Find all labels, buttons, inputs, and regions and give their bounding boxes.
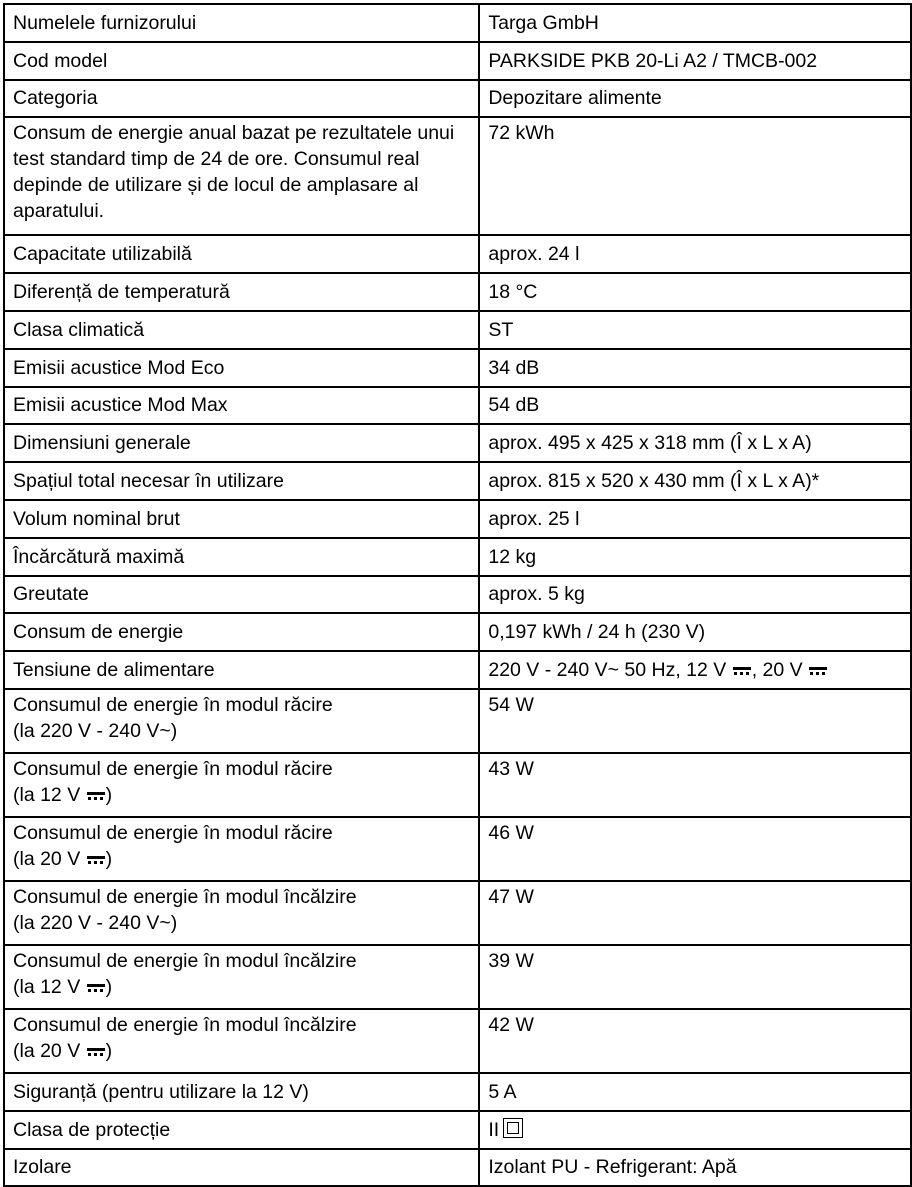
voltage-ac-text: 220 V - 240 V~ 50 Hz, 12 V bbox=[488, 659, 727, 682]
spec-value: 72 kWh bbox=[479, 117, 911, 235]
dc-symbol-icon bbox=[733, 666, 751, 676]
spec-value: 54 W bbox=[479, 689, 911, 753]
spec-label: Numelele furnizorului bbox=[4, 4, 479, 42]
spec-label: Emisii acustice Mod Max bbox=[4, 387, 479, 425]
spec-label: Clasa de protecție bbox=[4, 1111, 479, 1149]
spec-value: 54 dB bbox=[479, 387, 911, 425]
dc-symbol-icon bbox=[87, 1047, 105, 1057]
spec-label-paren: ) bbox=[105, 1039, 113, 1062]
spec-value: Izolant PU - Refrigerant: Apă bbox=[479, 1149, 911, 1187]
table-row bbox=[4, 387, 911, 425]
table-row bbox=[4, 4, 911, 42]
spec-label: Emisii acustice Mod Eco bbox=[4, 349, 479, 387]
spec-label: Tensiune de alimentare bbox=[4, 651, 479, 689]
protection-class-text: II bbox=[488, 1118, 500, 1141]
spec-label-line1: Consumul de energie în modul încălzire bbox=[13, 949, 357, 972]
spec-label-paren: ) bbox=[105, 975, 113, 998]
table-row bbox=[4, 1149, 911, 1187]
spec-label-line1: Consumul de energie în modul răcire bbox=[13, 821, 333, 844]
spec-label bbox=[4, 689, 479, 753]
table-row bbox=[4, 424, 911, 462]
spec-label-line2: (la 20 V bbox=[13, 847, 81, 870]
spec-value bbox=[479, 1111, 911, 1149]
spec-value: 5 A bbox=[479, 1073, 911, 1111]
spec-label-line2: (la 12 V bbox=[13, 783, 81, 806]
table-row bbox=[4, 273, 911, 311]
table-row bbox=[4, 42, 911, 80]
table-row bbox=[4, 349, 911, 387]
table-row bbox=[4, 576, 911, 614]
spec-label: Spațiul total necesar în utilizare bbox=[4, 462, 479, 500]
spec-label bbox=[4, 945, 479, 1009]
spec-label: Siguranță (pentru utilizare la 12 V) bbox=[4, 1073, 479, 1111]
spec-value: aprox. 815 x 520 x 430 mm (Î x L x A)* bbox=[479, 462, 911, 500]
table-row bbox=[4, 311, 911, 349]
spec-label: Încărcătură maximă bbox=[4, 538, 479, 576]
voltage-dc-text: , 20 V bbox=[751, 659, 803, 682]
table-row bbox=[4, 945, 911, 1009]
dc-symbol-icon bbox=[809, 666, 827, 676]
spec-label bbox=[4, 753, 479, 817]
table-row bbox=[4, 1111, 911, 1149]
table-row bbox=[4, 753, 911, 817]
spec-value: 18 °C bbox=[479, 273, 911, 311]
spec-label: Diferență de temperatură bbox=[4, 273, 479, 311]
spec-value bbox=[479, 651, 911, 689]
spec-value: ST bbox=[479, 311, 911, 349]
table-row bbox=[4, 689, 911, 753]
spec-value: PARKSIDE PKB 20-Li A2 / TMCB-002 bbox=[479, 42, 911, 80]
dc-symbol-icon bbox=[87, 855, 105, 865]
spec-label-line2: (la 220 V - 240 V~) bbox=[13, 719, 178, 742]
spec-label-paren: ) bbox=[105, 847, 113, 870]
spec-value: 42 W bbox=[479, 1009, 911, 1073]
spec-value: aprox. 24 l bbox=[479, 235, 911, 273]
spec-value: aprox. 5 kg bbox=[479, 576, 911, 614]
spec-value: 46 W bbox=[479, 817, 911, 881]
table-row bbox=[4, 881, 911, 945]
spec-label-line1: Consumul de energie în modul răcire bbox=[13, 693, 333, 716]
spec-label: Izolare bbox=[4, 1149, 479, 1187]
spec-label bbox=[4, 1009, 479, 1073]
table-row bbox=[4, 651, 911, 689]
spec-label-paren: ) bbox=[105, 783, 113, 806]
table-row bbox=[4, 817, 911, 881]
spec-value: 47 W bbox=[479, 881, 911, 945]
table-row bbox=[4, 500, 911, 538]
specifications-table bbox=[3, 3, 912, 1187]
spec-value: 43 W bbox=[479, 753, 911, 817]
spec-label-line2: (la 20 V bbox=[13, 1039, 81, 1062]
spec-label: Volum nominal brut bbox=[4, 500, 479, 538]
spec-label-line1: Consumul de energie în modul încălzire bbox=[13, 885, 357, 908]
double-insulation-icon bbox=[503, 1118, 523, 1138]
spec-value: 34 dB bbox=[479, 349, 911, 387]
spec-label: Clasa climatică bbox=[4, 311, 479, 349]
spec-value: Depozitare alimente bbox=[479, 80, 911, 118]
spec-value: aprox. 25 l bbox=[479, 500, 911, 538]
spec-value: Targa GmbH bbox=[479, 4, 911, 42]
spec-label bbox=[4, 817, 479, 881]
spec-label bbox=[4, 881, 479, 945]
table-row bbox=[4, 80, 911, 118]
spec-label-line2: (la 220 V - 240 V~) bbox=[13, 911, 178, 934]
table-row bbox=[4, 613, 911, 651]
spec-value: 39 W bbox=[479, 945, 911, 1009]
table-row bbox=[4, 1073, 911, 1111]
spec-value: 12 kg bbox=[479, 538, 911, 576]
table-row bbox=[4, 1009, 911, 1073]
spec-value: aprox. 495 x 425 x 318 mm (Î x L x A) bbox=[479, 424, 911, 462]
table-row bbox=[4, 538, 911, 576]
table-row bbox=[4, 462, 911, 500]
spec-label: Consum de energie anual bazat pe rezultatele unui test standard timp de 24 de ore. Consumul real depinde de utilizare și de locul de amplasare al aparatului. bbox=[4, 117, 479, 235]
spec-value: 0,197 kWh / 24 h (230 V) bbox=[479, 613, 911, 651]
table-row bbox=[4, 117, 911, 235]
spec-label: Consum de energie bbox=[4, 613, 479, 651]
spec-label: Categoria bbox=[4, 80, 479, 118]
dc-symbol-icon bbox=[87, 791, 105, 801]
spec-label: Capacitate utilizabilă bbox=[4, 235, 479, 273]
spec-label-line1: Consumul de energie în modul răcire bbox=[13, 757, 333, 780]
spec-label: Cod model bbox=[4, 42, 479, 80]
table-row bbox=[4, 235, 911, 273]
spec-label: Dimensiuni generale bbox=[4, 424, 479, 462]
spec-label: Greutate bbox=[4, 576, 479, 614]
spec-label-line1: Consumul de energie în modul încălzire bbox=[13, 1013, 357, 1036]
spec-label-line2: (la 12 V bbox=[13, 975, 81, 998]
dc-symbol-icon bbox=[87, 983, 105, 993]
